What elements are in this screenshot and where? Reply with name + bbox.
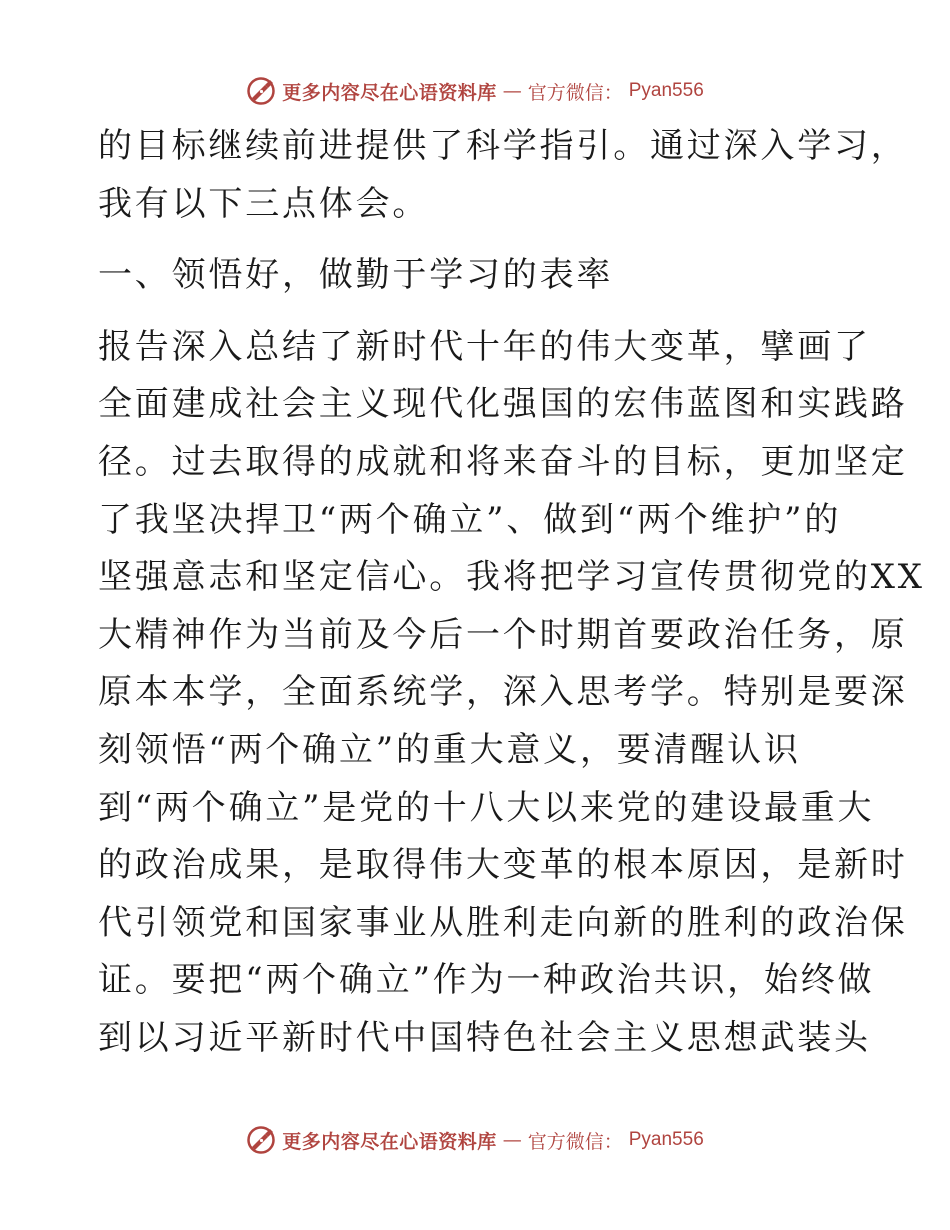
watermark-contact-label: 官方微信： <box>527 1130 623 1153</box>
watermark-contact-label: 官方微信： <box>527 81 623 104</box>
document-body <box>98 118 925 1068</box>
footer-watermark <box>0 1122 950 1158</box>
text-line: 径。过去取得的成就和将来奋斗的目标，更加坚定 <box>98 441 908 482</box>
text-line: 坚强意志和坚定信心。我将把学习宣传贯彻党的XX <box>98 557 925 598</box>
text-line: 原本本学，全面系统学，深入思考学。特别是要深 <box>98 672 908 713</box>
header-watermark <box>0 73 950 109</box>
watermark-contact-id: Pyan556 <box>628 80 704 101</box>
text-line: 大精神作为当前及今后一个时期首要政治任务，原 <box>98 614 908 655</box>
watermark-separator: — <box>502 80 522 102</box>
watermark-brand: 更多内容尽在心语资料库 <box>282 1130 497 1153</box>
section-heading: 一、领悟好，做勤于学习的表率 <box>98 255 614 296</box>
watermark-contact-id: Pyan556 <box>628 1129 704 1150</box>
watermark-brand: 更多内容尽在心语资料库 <box>282 81 497 104</box>
text-line: 到“两个确立”是党的十八大以来党的建设最重大 <box>98 787 875 828</box>
pen-nib-logo-icon <box>246 1125 276 1155</box>
text-line: 了我坚决捍卫“两个确立”、做到“两个维护”的 <box>98 499 842 540</box>
text-line: 的目标继续前进提供了科学指引。通过深入学习， <box>98 126 908 166</box>
text-line: 代引领党和国家事业从胜利走向新的胜利的政治保 <box>98 902 908 943</box>
text-line: 我有以下三点体会。 <box>98 183 430 224</box>
text-line: 全面建成社会主义现代化强国的宏伟蓝图和实践路 <box>98 384 908 425</box>
text-line: 的政治成果，是取得伟大变革的根本原因，是新时 <box>98 845 908 886</box>
text-line: 报告深入总结了新时代十年的伟大变革，擘画了 <box>98 326 871 367</box>
text-line: 到以习近平新时代中国特色社会主义思想武装头 <box>98 1017 871 1058</box>
watermark-separator: — <box>502 1129 522 1151</box>
pen-nib-logo-icon <box>246 76 276 106</box>
text-line: 证。要把“两个确立”作为一种政治共识，始终做 <box>98 960 875 1001</box>
text-line: 刻领悟“两个确立”的重大意义，要清醒认识 <box>98 729 801 770</box>
